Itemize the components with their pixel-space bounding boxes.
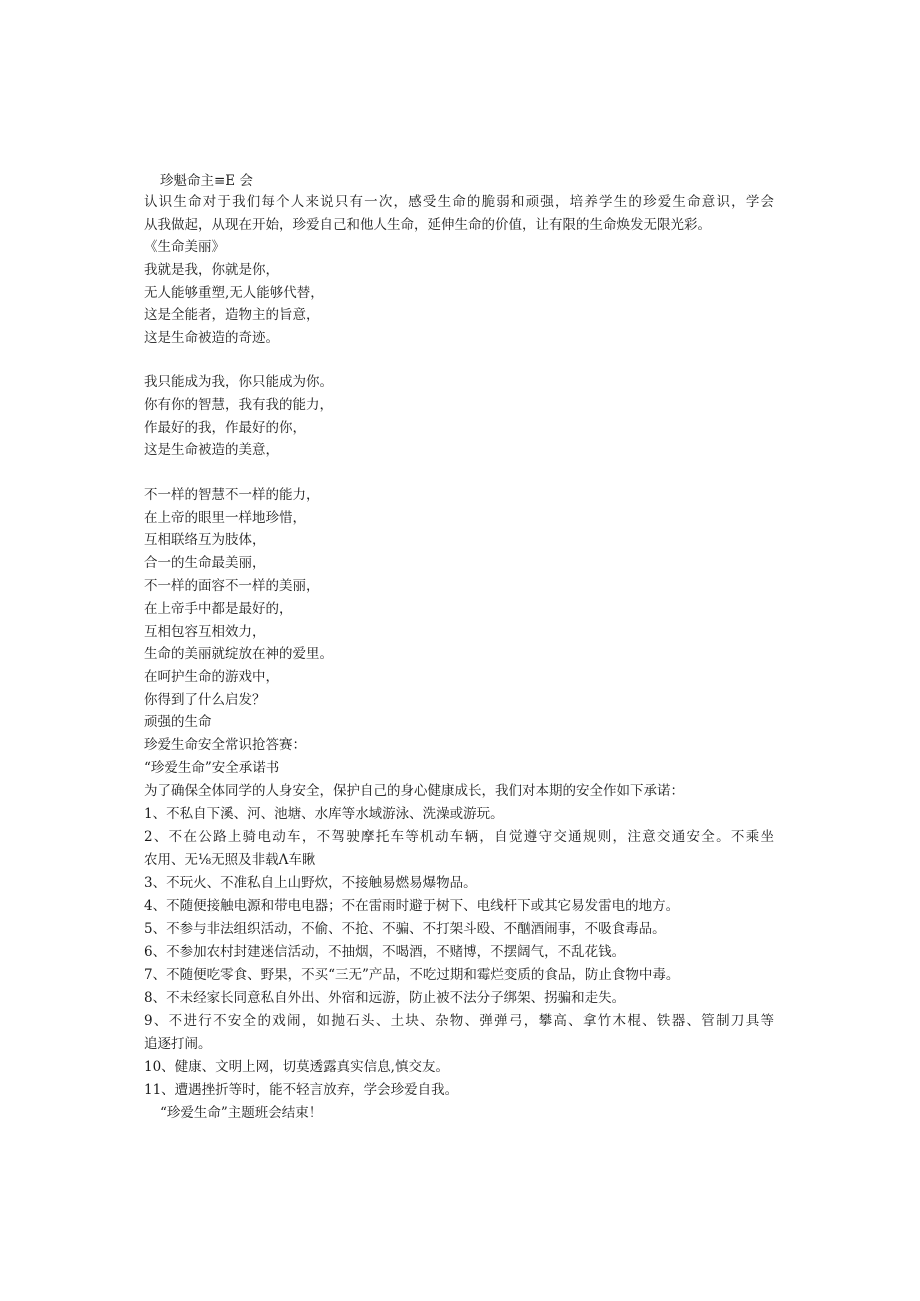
section-heading: 珍爱生命安全常识抢答赛： (144, 737, 306, 753)
intro-line-1: 认识生命对于我们每个人来说只有一次，感受生命的脆弱和顽强，培养学生的珍爱生命意识，学会 (144, 194, 774, 210)
poem-title: 《生命美丽》 (144, 239, 225, 255)
pledge-item: 11、遭遇挫折等时，能不轻言放弃，学会珍爱自我。 (144, 1082, 459, 1098)
poem-line: 这是生命被造的奇迹。 (144, 330, 279, 346)
poem-line: 我就是我，你就是你， (144, 262, 279, 278)
poem-line: 互相包容互相效力， (144, 624, 266, 640)
pledge-item: 7、不随便吃零食、野果，不买“三无”产品，不吃过期和霉烂变质的食品，防止食物中毒。 (144, 967, 680, 983)
poem-line: 在上帝的眼里一样地珍惜， (144, 510, 306, 526)
pledge-item-continued: 追逐打闹。 (144, 1036, 212, 1052)
game-line: 在呵护生命的游戏中， (144, 669, 279, 685)
intro-line-2: 从我做起，从现在开始，珍爱自己和他人生命，延伸生命的价值，让有限的生命焕发无限光彩。 (144, 217, 711, 233)
pledge-item: 5、不参与非法组织活动，不偷、不抢、不骗、不打架斗殴、不酗酒闹事，不吸食毒品。 (144, 921, 666, 937)
pledge-item-continued: 农用、无⅛无照及非载Λ车瞅 (144, 852, 316, 868)
pledge-intro: 为了确保全体同学的人身安全，保护自己的身心健康成长，我们对本期的安全作如下承诺： (144, 783, 684, 799)
pledge-item: 3、不玩火、不准私自上山野炊，不接触易燃易爆物品。 (144, 875, 477, 891)
poem-line: 生命的美丽就绽放在神的爱里。 (144, 646, 333, 662)
poem-line: 在上帝手中都是最好的， (144, 601, 293, 617)
section-heading: 顽强的生命 (144, 714, 212, 730)
poem-line: 不一样的面容不一样的美丽， (144, 578, 320, 594)
pledge-item: 10、健康、文明上网，切莫透露真实信息,慎交友。 (144, 1059, 449, 1075)
poem-line: 这是全能者，造物主的旨意， (144, 307, 320, 323)
game-line: 你得到了什么启发？ (144, 692, 266, 708)
poem-line: 不一样的智慧不一样的能力， (144, 487, 320, 503)
poem-line: 无人能够重塑,无人能够代替， (144, 285, 324, 301)
poem-line: 作最好的我，作最好的你， (144, 420, 306, 436)
pledge-item: 1、不私自下溪、河、池塘、水库等水域游泳、洗澡或游玩。 (144, 806, 504, 822)
pledge-item: 2、不在公路上骑电动车，不驾驶摩托车等机动车辆，自觉遵守交通规则，注意交通安全。不乘坐 (144, 829, 774, 845)
pledge-item: 9、不进行不安全的戏闹，如抛石头、土块、杂物、弹弹弓，攀高、拿竹木棍、铁器、管制刀具等 (144, 1013, 774, 1029)
poem-line: 互相联络互为肢体， (144, 532, 266, 548)
poem-line: 合一的生命最美丽， (144, 555, 266, 571)
pledge-item: 6、不参加农村封建迷信活动，不抽烟，不喝酒，不赌博，不摆阔气，不乱花钱。 (144, 944, 626, 960)
page-title: 珍魁命主≡E 会 (160, 173, 253, 189)
poem-line: 我只能成为我，你只能成为你。 (144, 374, 333, 390)
poem-line: 你有你的智慧，我有我的能力， (144, 397, 333, 413)
pledge-item: 8、不未经家长同意私自外出、外宿和远游，防止被不法分子绑架、拐骗和走失。 (144, 990, 626, 1006)
poem-line: 这是生命被造的美意， (144, 442, 279, 458)
closing-line: “珍爱生命”主题班会结束！ (160, 1105, 323, 1121)
pledge-title: “珍爱生命”安全承诺书 (144, 760, 280, 776)
pledge-item: 4、不随便接触电源和带电电器；不在雷雨时避于树下、电线杆下或其它易发雷电的地方。 (144, 898, 680, 914)
